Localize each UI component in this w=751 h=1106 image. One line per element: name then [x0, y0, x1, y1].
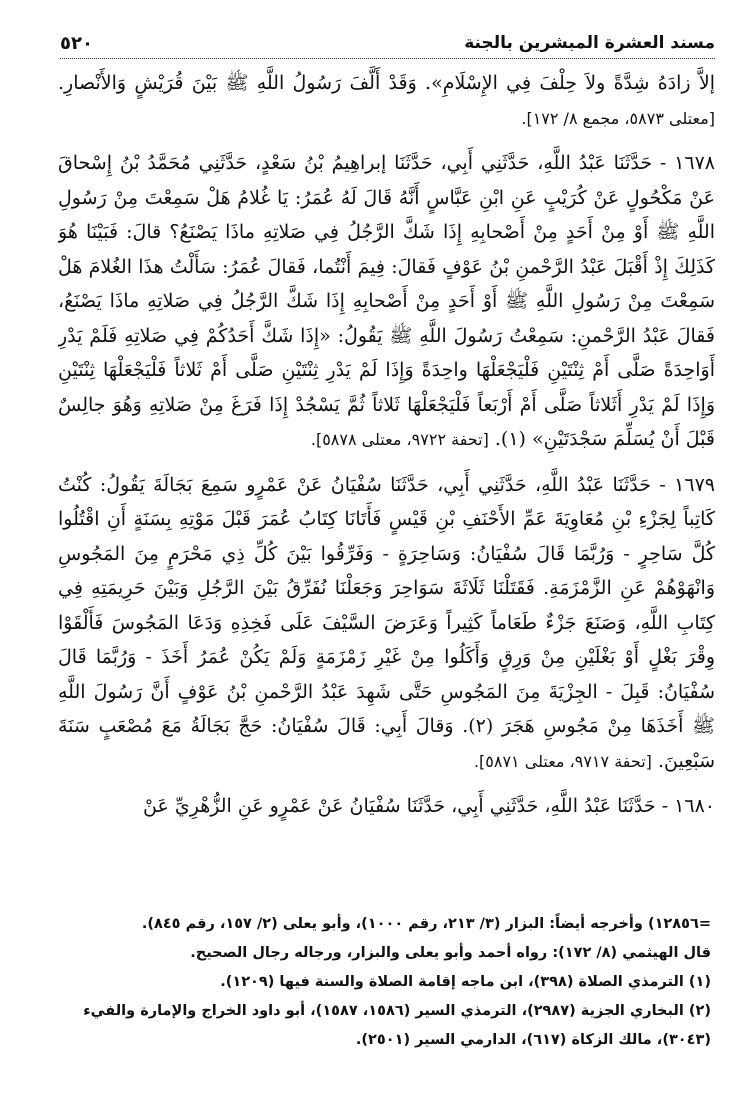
footnote-line: (٢) البخاري الجزية (٢٩٨٧)، الترمذي السير (١٥٨٦، ١٥٨٧)، أبو داود الخراج والإمارة والفيء (٣٠٤٣)، مالك الزكاة (٦١٧)، الدارمي السير (٢٥٠١). [83, 1003, 711, 1048]
footnotes [46, 910, 711, 1090]
citation-ref: [تحفة ٩٧٢٢، معتلى ٥٨٧٨]. [310, 430, 489, 449]
citation-ref: [معتلى ٥٨٧٣، مجمع ٨/ ١٧٢]. [521, 108, 715, 128]
hadith-text: - حَدَّثَنَا عَبْدُ اللَّهِ، حَدَّثَنِي أَبِي، حَدَّثَنَا سُفْيَانُ عَنْ عَمْرٍو سَمِعَ بَجَالَةَ يَقُولُ: كُنْتُ كَاتِباً لِجَزْءِ بْنِ مُعَاوِيَةَ عَمِّ الأَحْنَفِ بْنِ قَيْسٍ فَأَتَانَا كِتَابُ عُمَرَ قَبْلَ مَوْتِهِ بِسَنَةٍ أَنِ اقْتُلُوا كُلَّ سَاحِرٍ - وَرُبَّمَا قَالَ سُفْيَانُ: وَسَاحِرَةٍ - وَفَرِّقُوا بَيْنَ كُلِّ ذِي مَحْرَمٍ مِنَ المَجُوسِ وَانْهَوْهُمْ عَنِ الزَّمْزَمَةِ. فَقَتَلْنَا ثَلَاثَةَ سَوَاحِرَ وَجَعَلْنَا نُفَرِّقُ بَيْنَ الرَّجُلِ وَبَيْنَ حَرِيمَتِهِ فِي كِتَابِ اللَّهِ، وَصَنَعَ جَزْءٌ طَعَاماً كَثِيراً وَعَرَضَ السَّيْفَ عَلَى فَخِذِهِ وَدَعَا المَجُوسَ فَأَلْقَوْا وِقْرَ بَغْلٍ أَوْ بَغْلَيْنِ مِنْ وَرِقٍ وَأَكَلُوا مِنْ غَيْرِ زَمْزَمَةٍ وَلَمْ يَكُنْ عُمَرُ أَخَذَ - وَرُبَّمَا قَالَ سُفْيَانُ: قَبِلَ - الجِزْيَةَ مِنَ المَجُوسِ حَتَّى شَهِدَ عَبْدُ الرَّحْمنِ بْنُ عَوْفٍ أَنَّ رَسُولَ اللَّهِ ﷺ أَخَذَهَا مِنْ مَجُوسِ هَجَرَ (٢). وَقالَ أَبِي: قَالَ سُفْيَانُ: حَجَّ بَجَالَةُ مَعَ مُصْعَبٍ سَنَةَ سَبْعِينَ. [58, 473, 715, 772]
footnote-line: =١٢٨٥٦) وأخرجه أيضاً: البزار (٣/ ٢١٣، رقم ١٠٠٠)، وأبو يعلى (٢/ ١٥٧، رقم ٨٤٥). [141, 916, 711, 932]
running-title: مسند العشرة المبشرين بالجنة [464, 33, 715, 53]
hadith-1678 [58, 146, 715, 458]
paragraph-continuation [58, 66, 715, 136]
hadith-1680 [58, 789, 715, 824]
footnote-line: قال الهيثمي (٨/ ١٧٢): رواه أحمد وأبو يعلى والبزار، ورجاله رجال الصحيح. [190, 945, 711, 961]
citation-ref: [تحفة ٩٧١٧، معتلى ٥٨٧١]. [473, 751, 652, 771]
footnote-line: (١) الترمذي الصلاة (٣٩٨)، ابن ماجه إقامة الصلاة والسنة فيها (١٢٠٩). [220, 974, 711, 990]
hadith-text: - حَدَّثَنَا عَبْدُ اللَّهِ، حَدَّثَنِي أَبِي، حَدَّثَنَا إبراهِيمُ بْنُ سَعْدٍ، حَدَّثَنِي مُحَمَّدُ بْنُ إِسْحاقَ عَنْ مَكْحُولٍ عَنْ كُرَيْبٍ عَنِ ابْنِ عَبَّاسٍ أَنَّهُ قَالَ لَهُ عُمَرُ: يَا غُلامُ هَلْ سَمِعْتَ مِنْ رَسُولِ اللَّهِ ﷺ أَوْ مِنْ أَحَدٍ مِنْ أَصْحابِهِ إِذَا شَكَّ الرَّجُلُ فِي صَلاتِهِ ماذَا يَصْنَعُ؟ قالَ: فَبَيْنَا هُوَ كَذَلِكَ إِذْ أَقْبَلَ عَبْدُ الرَّحْمنِ بْنُ عَوْفٍ فَقالَ: فِيمَ أَنْتُما، فَقالَ عُمَرُ: سَأَلْتُ هذَا الغُلامَ هَلْ سَمِعْتَ مِنْ رَسُولِ اللَّهِ ﷺ أَوْ أَحَدٍ مِنْ أَصْحابِهِ إِذَا شَكَّ الرَّجُلُ فِي صَلاتِهِ ماذَا يَصْنَعُ، فَقالَ عَبْدُ الرَّحْمنِ: سَمِعْتُ رَسُولَ اللَّهِ ﷺ يَقُولُ: «إِذَا شَكَّ أَحَدُكُمْ فِي صَلاتِهِ فَلَمْ يَدْرِ أَوَاحِدَةً صَلَّى أَمْ ثِنْتَيْنِ فَلْيَجْعَلْهَا واحِدَةً وَإِذَا لَمْ يَدْرِ ثِنْتَيْنِ صَلَّى أَمْ ثَلاثاً فَلْيَجْعَلْهَا ثِنْتَيْنِ وَإِذَا لَمْ يَدْرِ أَثَلاثاً صَلَّى أَمْ أَرْبَعاً فَلْيَجْعَلْهَا ثَلاثاً ثُمَّ يَسْجُدْ إِذَا فَرَغَ مِنْ صَلاتِهِ وَهُوَ جالِسٌ قَبْلَ أَنْ يُسَلِّمَ سَجْدَتَيْنِ» (١). [58, 152, 715, 450]
hadith-number: ١٦٧٨ [674, 152, 715, 174]
hadith-1679 [58, 468, 715, 780]
hadith-text: - حَدَّثَنَا عَبْدُ اللَّهِ، حَدَّثَنِي أَبِي، حَدَّثَنَا سُفْيَانُ عَنْ عَمْرٍو عَنِ الزُّهْرِيِّ عَنْ [143, 795, 669, 817]
hadith-number: ١٦٧٩ [674, 473, 715, 496]
main-text [58, 66, 715, 901]
page-header [60, 28, 715, 59]
paragraph-text: إلاَّ زادَهُ شِدَّةً ولاَ حِلْفَ فِي الإِسْلَامِ». وَقَدْ أَلَّفَ رَسُولُ اللَّهِ ﷺ بَيْنَ قُرَيْشٍ وَالأَنْصارِ. [58, 72, 715, 94]
page-number: ٥٢٠ [60, 32, 93, 54]
hadith-number: ١٦٨٠ [674, 795, 715, 817]
